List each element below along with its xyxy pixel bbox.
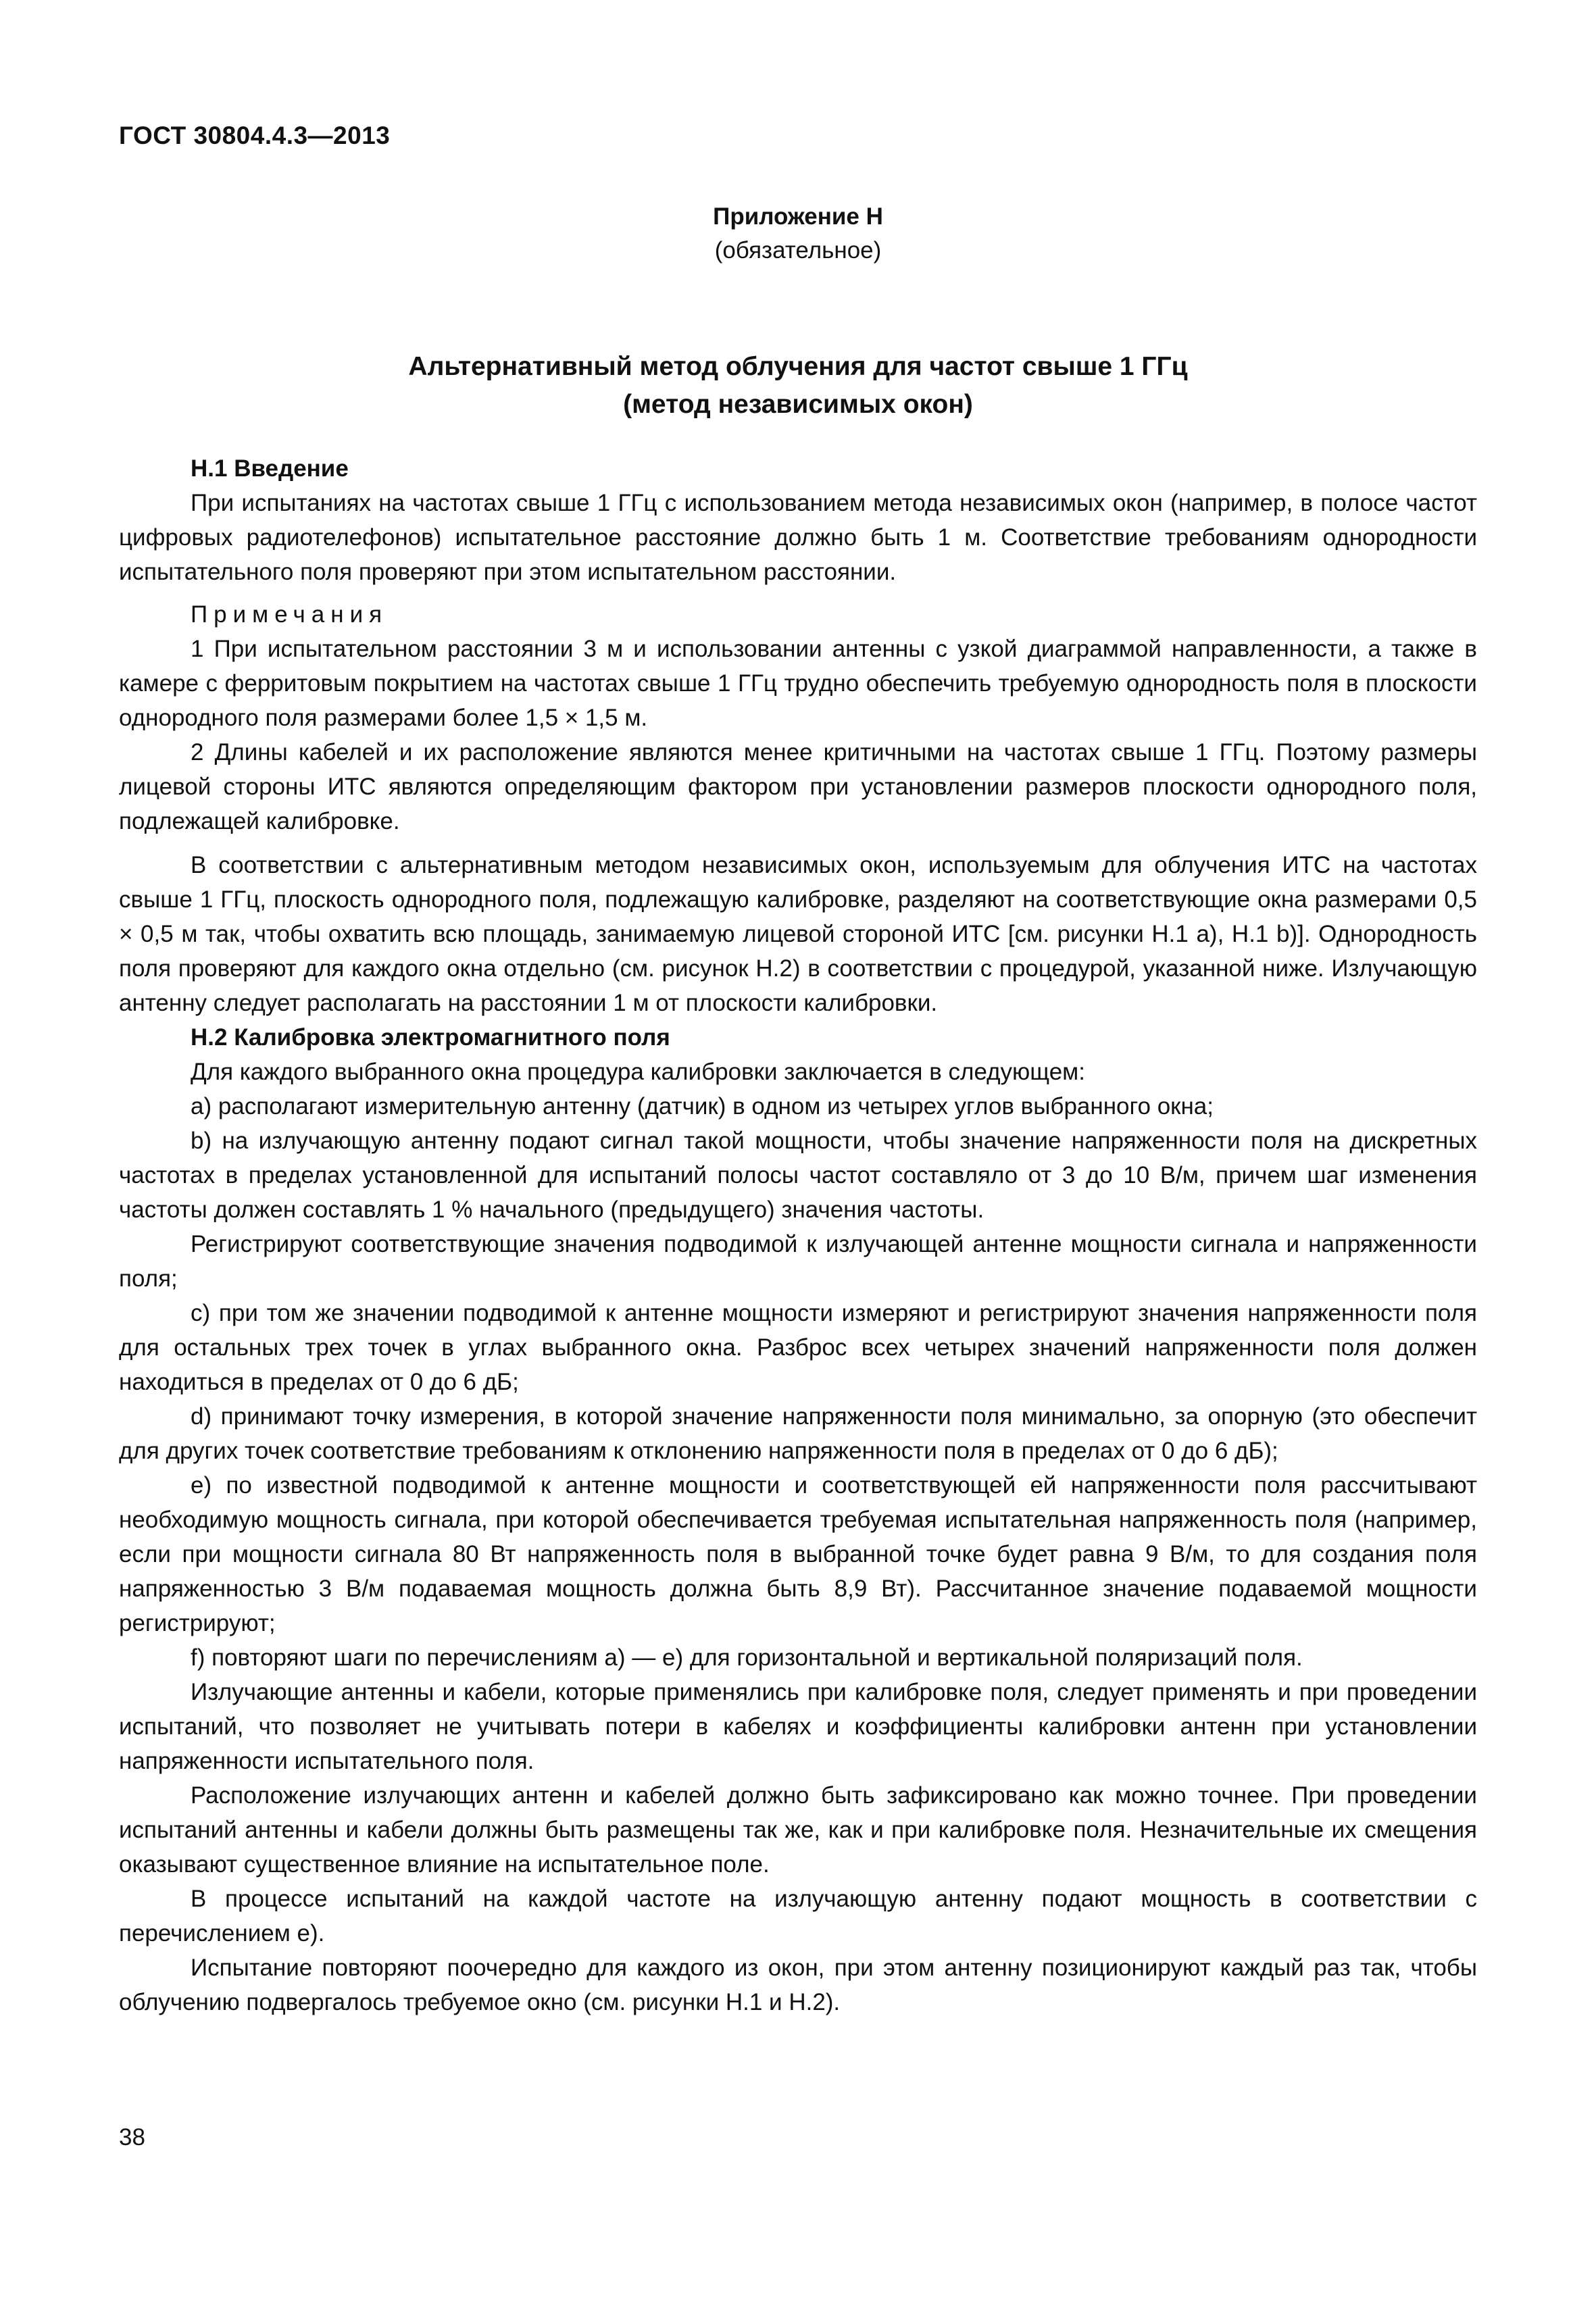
list-item-c: c) при том же значении подводимой к антенне мощности измеряют и регистрируют значения напряженности поля для остальных трех точек в углах выбранного окна. Разброс всех четырех значений напряженности поля должен находиться в пределах от 0 до 6 дБ;	[119, 1300, 1477, 1395]
paragraph: В процессе испытаний на каждой частоте на излучающую антенну подают мощность в соответствии с перечислением е).	[119, 1886, 1477, 1946]
document-body	[119, 451, 1477, 2019]
annex-title: Приложение Н	[713, 203, 883, 230]
annex-heading	[0, 200, 1596, 268]
list-item-f: f) повторяют шаги по перечислениям а) — e) для горизонтальной и вертикальной поляризаций поля.	[191, 1644, 1303, 1671]
list-item-d: d) принимают точку измерения, в которой значение напряженности поля минимально, за опорную (это обеспечит для других точек соответствие требованиям к отклонению напряженности поля в пределах от 0 до 6 дБ);	[119, 1403, 1477, 1464]
paragraph: Испытание повторяют поочередно для каждого из окон, при этом антенну позиционируют каждый раз так, чтобы облучению подвергалось требуемое окно (см. рисунки Н.1 и Н.2).	[119, 1955, 1477, 2015]
list-item-b-continued: Регистрируют соответствующие значения подводимой к излучающей антенне мощности сигнала и напряженности поля;	[119, 1231, 1477, 1292]
main-title	[0, 348, 1596, 424]
main-title-line2: (метод независимых окон)	[623, 390, 973, 419]
paragraph: Излучающие антенны и кабели, которые применялись при калибровке поля, следует применять и при проведении испытаний, что позволяет не учитывать потери в кабелях и коэффициенты калибровки антенн при установлении напряженности испытательного поля.	[119, 1679, 1477, 1774]
section-heading-h1: Н.1 Введение	[191, 455, 349, 482]
list-item-a: а) располагают измерительную антенну (датчик) в одном из четырех углов выбранного окна;	[191, 1093, 1214, 1120]
annex-status: (обязательное)	[714, 237, 882, 263]
document-id: ГОСТ 30804.4.3—2013	[119, 122, 391, 149]
notes-heading: Примечания	[191, 601, 389, 628]
section-heading-h2: Н.2 Калибровка электромагнитного поля	[191, 1024, 670, 1051]
list-item-e: e) по известной подводимой к антенне мощности и соответствующей ей напряженности поля рассчитывают необходимую мощность сигнала, при которой обеспечивается требуемая испытательная напряженность поля (например, если при мощности сигнала 80 Вт напряженность поля в выбранной точке будет равна 9 В/м, то для создания поля напряженностью 3 В/м подаваемая мощность должна быть 8,9 Вт). Рассчитанное значение подаваемой мощности регистрируют;	[119, 1472, 1477, 1636]
list-item-b: b) на излучающую антенну подают сигнал такой мощности, чтобы значение напряженности поля на дискретных частотах в пределах установленной для испытаний полосы частот составляло от 3 до 10 В/м, причем шаг изменения частоты должен составлять 1 % начального (предыдущего) значения частоты.	[119, 1128, 1477, 1223]
main-title-line1: Альтернативный метод облучения для частот свыше 1 ГГц	[408, 352, 1188, 381]
paragraph: При испытаниях на частотах свыше 1 ГГц с использованием метода независимых окон (например, в полосе частот цифровых радиотелефонов) испытательное расстояние должно быть 1 м. Соответствие требованиям однородности испытательного поля проверяют при этом испытательном расстоянии.	[119, 490, 1477, 585]
note-1: 1 При испытательном расстоянии 3 м и использовании антенны с узкой диаграммой направленности, а также в камере с ферритовым покрытием на частотах свыше 1 ГГц трудно обеспечить требуемую однородность поля в плоскости однородного поля размерами более 1,5 × 1,5 м.	[119, 636, 1477, 731]
paragraph: В соответствии с альтернативным методом независимых окон, используемым для облучения ИТС на частотах свыше 1 ГГц, плоскость однородного поля, подлежащую калибровке, разделяют на соответствующие окна размерами 0,5 × 0,5 м так, чтобы охватить всю площадь, занимаемую лицевой стороной ИТС [см. рисунки Н.1 а), Н.1 b)]. Однородность поля проверяют для каждого окна отдельно (см. рисунок Н.2) в соответствии с процедурой, указанной ниже. Излучающую антенну следует располагать на расстоянии 1 м от плоскости калибровки.	[119, 852, 1477, 1016]
paragraph: Для каждого выбранного окна процедура калибровки заключается в следующем:	[191, 1059, 1085, 1085]
paragraph: Расположение излучающих антенн и кабелей должно быть зафиксировано как можно точнее. При проведении испытаний антенны и кабели должны быть размещены так же, как и при калибровке поля. Незначительные их смещения оказывают существенное влияние на испытательное поле.	[119, 1782, 1477, 1878]
page-number: 38	[119, 2124, 145, 2150]
note-2: 2 Длины кабелей и их расположение являются менее критичными на частотах свыше 1 ГГц. Поэтому размеры лицевой стороны ИТС являются определяющим фактором при установлении размеров плоскости однородного поля, подлежащей калибровке.	[119, 739, 1477, 834]
